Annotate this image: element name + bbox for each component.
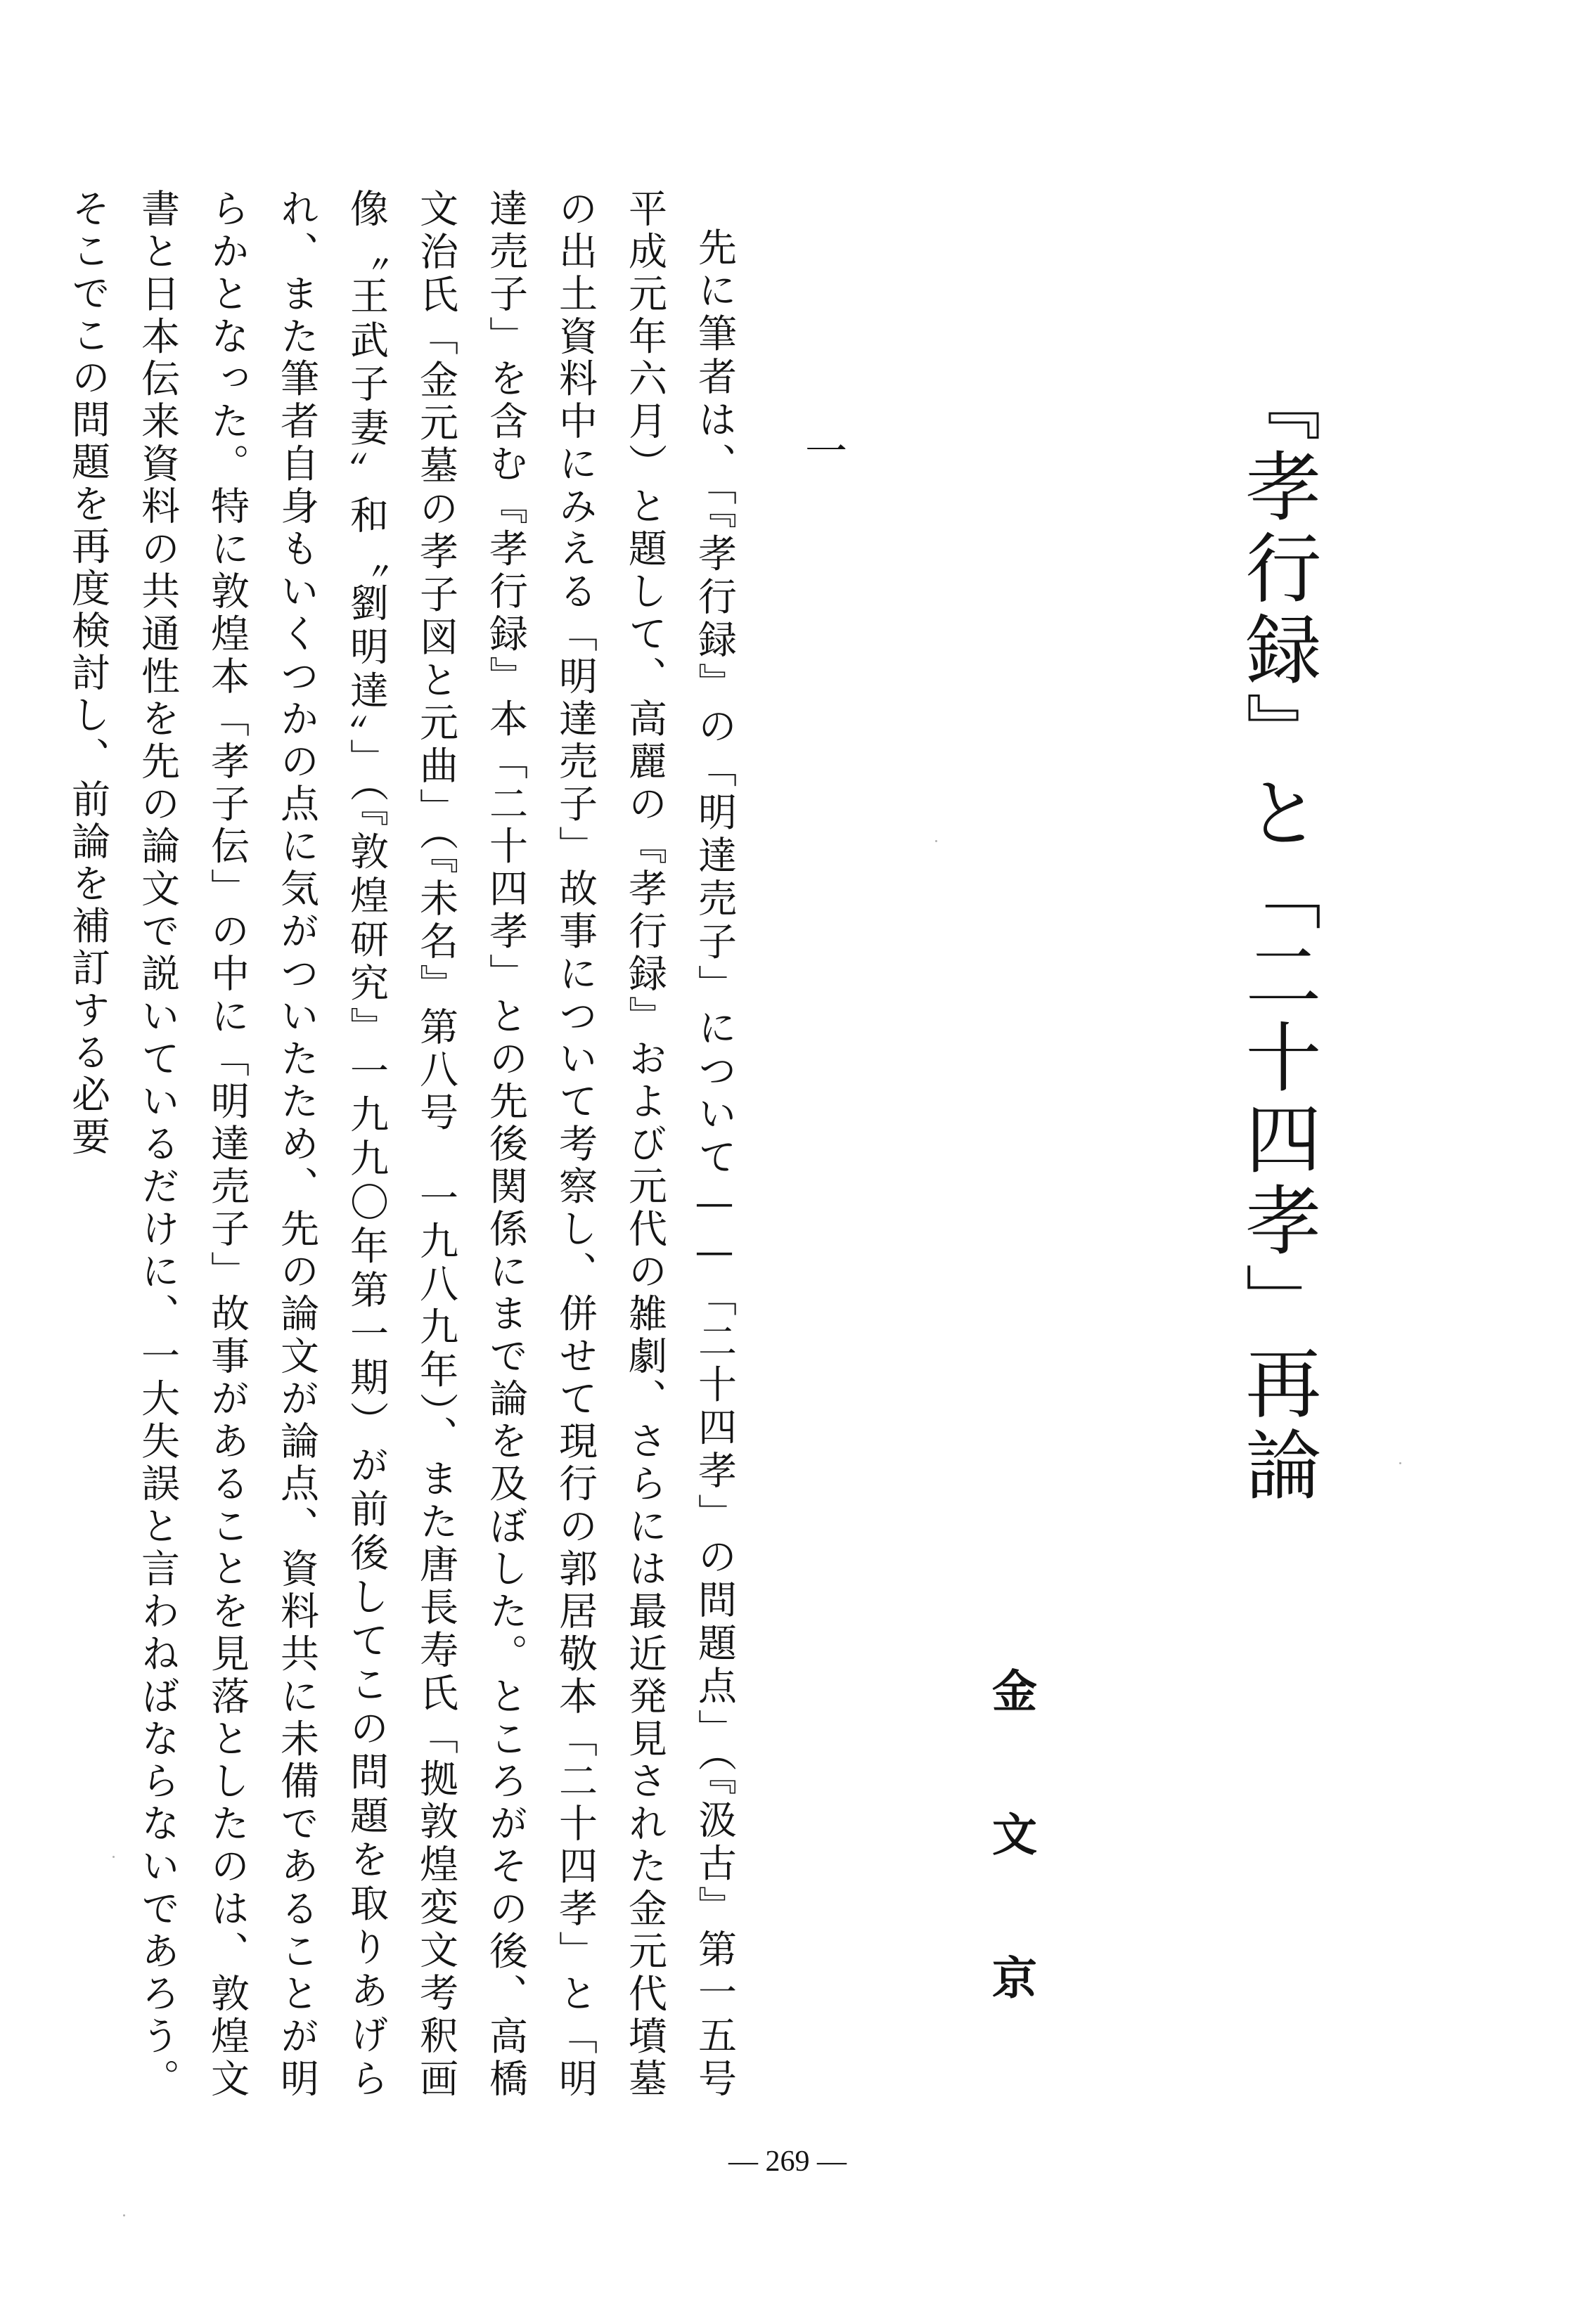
body-text [65,188,749,2143]
page-number: — 269 — [728,2145,847,2178]
scan-speck [112,1856,115,1858]
body-paragraph: 先に筆者は、「『孝行録』の「明達売子」について——「二十四孝」の問題点」（『汲古』第一五号 平成元年六月）と題して、高麗の『孝行録』および元代の雑劇、さらには最近発見された金元代墳墓の出土資料中にみえる「明達売子」故事について考察し、併せて現行の郭居敬本「二十四孝」と「明達売子」を含む『孝行録』本「二十四孝」との先後関係にまで論を及ぼした。ところがその後、高橋文治氏「金元墓の孝子図と元曲」（『未名』第八号 一九八九年）、また唐長寿氏「拠敦煌変文考釈画像〝王武子妻〟和〝劉明達〟」（『敦煌研究』一九九〇年第一期）が前後してこの問題を取りあげられ、また筆者自身もいくつかの点に気がついたため、先の論文が論点、資料共に未備であることが明らかとなった。特に敦煌本「孝子伝」の中に「明達売子」故事があることを見落としたのは、敦煌文書と日本伝来資料の共通性を先の論文で説いているだけに、一大失誤と言わねばならないであろう。そこでこの問題を再度検討し、前論を補訂する必要 [65,188,737,2143]
scan-speck [935,840,937,842]
section-number: 一 [798,429,847,471]
article-title: 『孝行録』と「二十四孝」再論 [1233,366,1320,1507]
scan-speck [1399,1462,1401,1464]
scan-speck [123,2214,125,2216]
author-name: 金文京 [984,1667,1037,2098]
